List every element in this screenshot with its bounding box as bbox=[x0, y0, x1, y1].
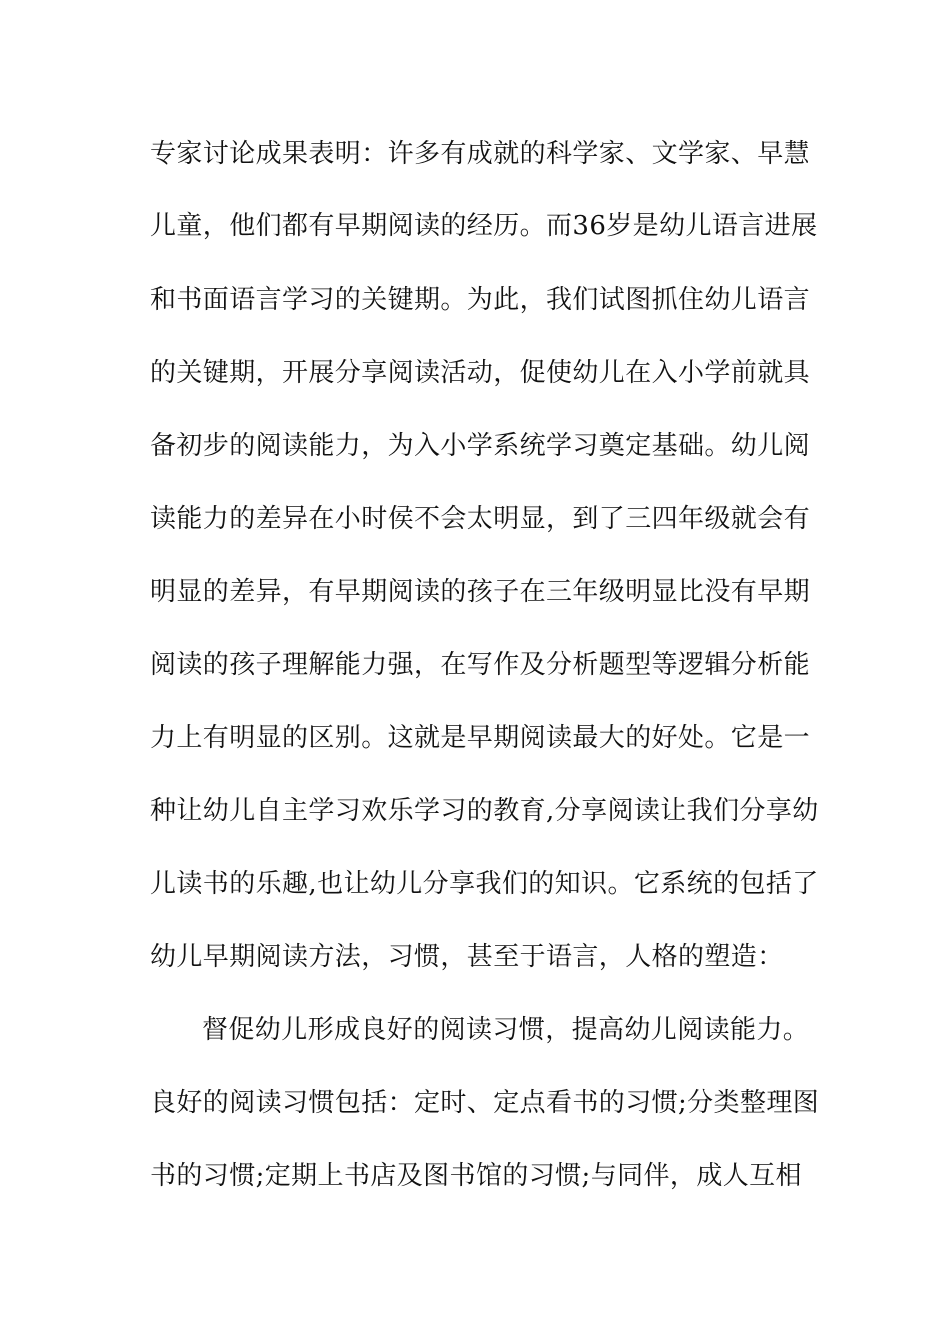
text-line: 力上有明显的区别。这就是早期阅读最大的好处。它是一 bbox=[150, 723, 811, 753]
text-line: 的关键期，开展分享阅读活动，促使幼儿在入小学前就具 bbox=[150, 358, 811, 388]
text-line: 书的习惯;定期上书店及图书馆的习惯;与同伴，成人互相 bbox=[150, 1161, 802, 1191]
text-line: 幼儿早期阅读方法，习惯，甚至于语言，人格的塑造： bbox=[150, 942, 784, 972]
text-line: 备初步的阅读能力，为入小学系统学习奠定基础。幼儿阅 bbox=[150, 431, 811, 461]
text-line: 阅读的孩子理解能力强，在写作及分析题型等逻辑分析能 bbox=[150, 650, 811, 680]
text-line: 良好的阅读习惯包括：定时、定点看书的习惯;分类整理图 bbox=[150, 1088, 820, 1118]
paragraph-first-line: 督促幼儿形成良好的阅读习惯，提高幼儿阅读能力。 bbox=[202, 1015, 810, 1045]
text-line: 种让幼儿自主学习欢乐学习的教育,分享阅读让我们分享幼 bbox=[150, 796, 819, 826]
text-line: 儿童，他们都有早期阅读的经历。而36岁是幼儿语言进展 bbox=[150, 211, 818, 241]
text-line: 儿读书的乐趣,也让幼儿分享我们的知识。它系统的包括了 bbox=[150, 869, 819, 899]
text-line: 专家讨论成果表明：许多有成就的科学家、文学家、早慧 bbox=[150, 139, 811, 169]
text-line: 和书面语言学习的关键期。为此，我们试图抓住幼儿语言 bbox=[150, 285, 811, 315]
text-line: 明显的差异，有早期阅读的孩子在三年级明显比没有早期 bbox=[150, 577, 811, 607]
text-line: 读能力的差异在小时侯不会太明显，到了三四年级就会有 bbox=[150, 504, 811, 534]
